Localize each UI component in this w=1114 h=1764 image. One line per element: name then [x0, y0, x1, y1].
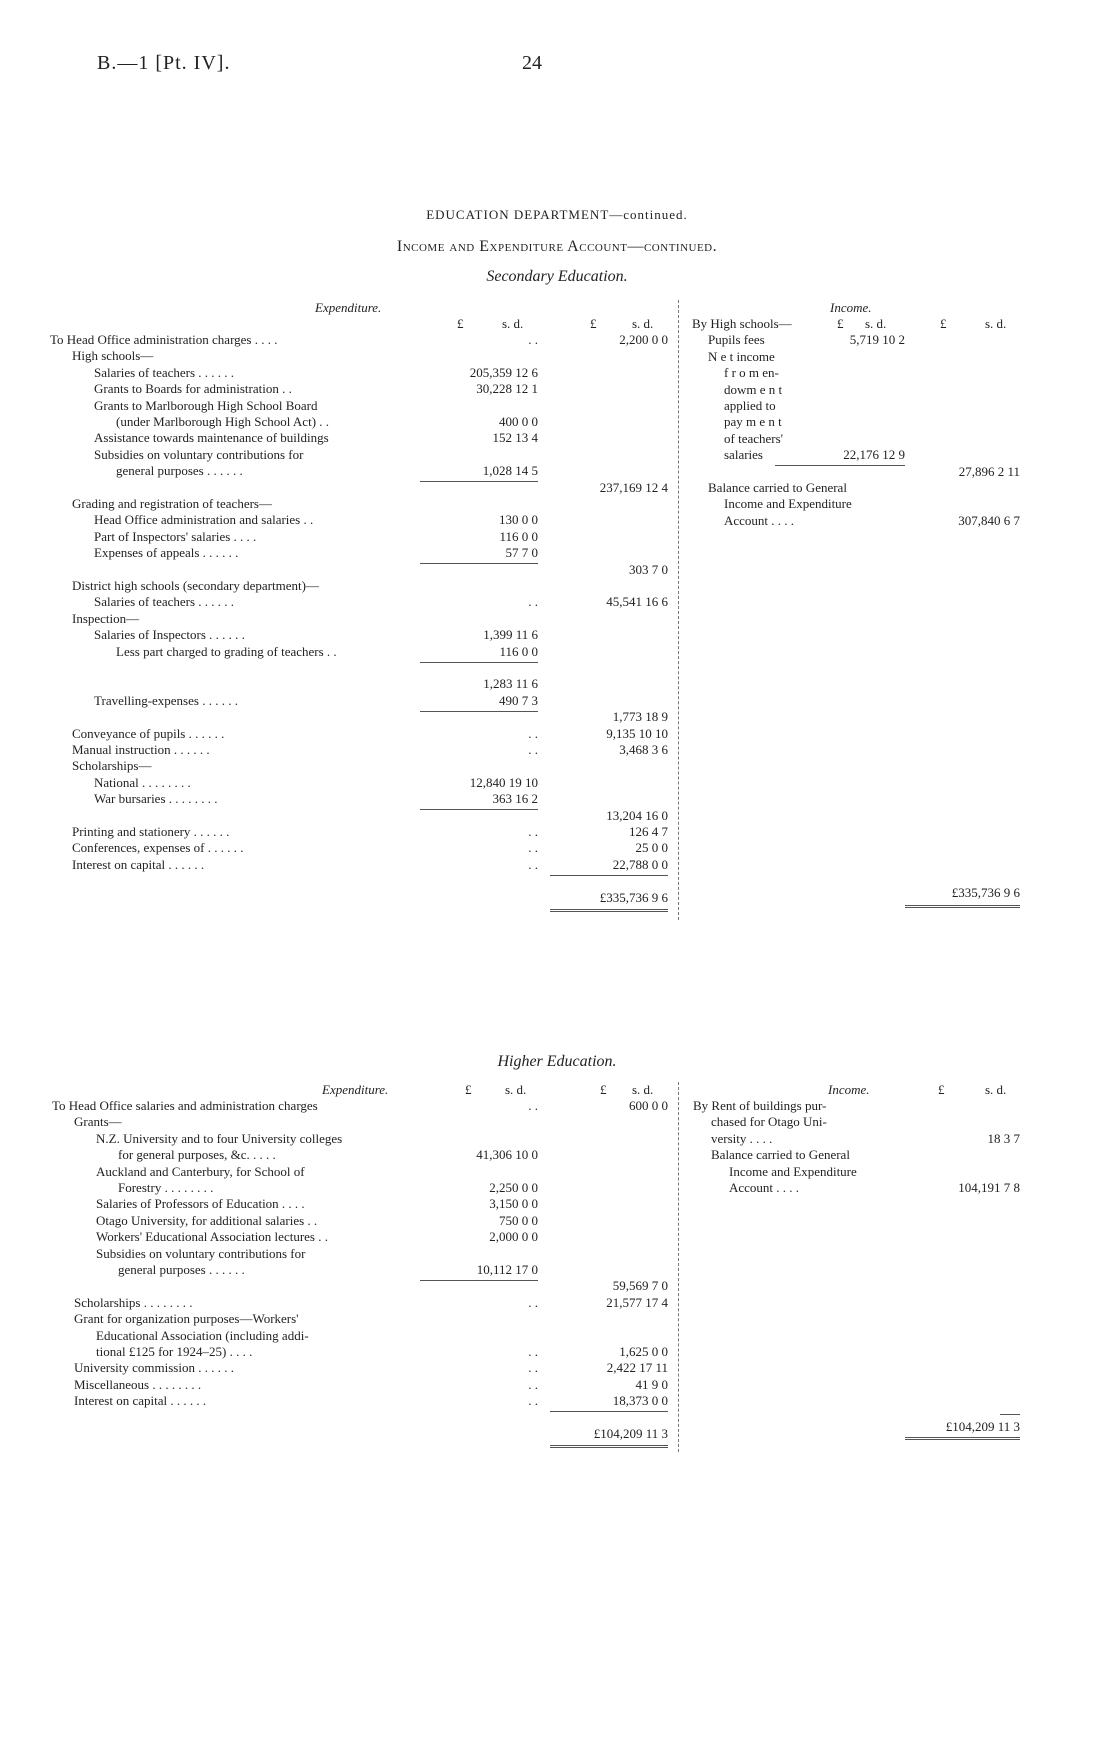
secondary-expenditure-row: [0, 709, 1114, 725]
higher-income-label: chased for Otago Uni-: [711, 1114, 827, 1130]
secondary-expenditure-c1-amount: 1,399 11 6: [483, 627, 538, 643]
income-heading: Income.: [830, 300, 872, 315]
higher-expenditure-c1-amount: . .: [528, 1344, 538, 1359]
higher-income-total-rule: [905, 1437, 1020, 1440]
secondary-expenditure-c1-amount: . .: [528, 725, 538, 741]
higher-expenditure-c1-amount: . .: [528, 1393, 538, 1409]
higher-expenditure-label: To Head Office salaries and administration charges: [52, 1098, 318, 1113]
secondary-expenditure-label: Expenses of appeals . . . . . .: [94, 545, 239, 561]
expenditure-heading: Expenditure.: [322, 1082, 389, 1097]
secondary-expenditure-row: [0, 726, 1114, 742]
secondary-expenditure-label: Grading and registration of teachers—: [72, 496, 272, 511]
secondary-expenditure-label: Salaries of Inspectors . . . . . .: [94, 627, 245, 643]
secondary-expenditure-c2-amount: 22,788 0 0: [612, 856, 668, 872]
higher-expenditure-c2-amount: £104,209 11 3: [593, 1426, 668, 1441]
page-number: 24: [522, 52, 542, 74]
secondary-income-c1-amount: 22,176 12 9: [843, 447, 905, 463]
secondary-expenditure-label: (under Marlborough High School Act) . .: [116, 414, 330, 429]
secondary-income-label: By High schools—: [692, 316, 792, 331]
secondary-expenditure-label: Printing and stationery . . . . . .: [72, 824, 230, 839]
higher-expenditure-label: Otago University, for additional salaries . .: [96, 1212, 318, 1228]
secondary-expenditure-c2-amount: 126 4 7: [629, 824, 668, 839]
secondary-expenditure-label: Grants to Boards for administration . .: [94, 381, 292, 397]
secondary-income-row: [0, 431, 1114, 447]
secondary-expenditure-label: general purposes . . . . . .: [116, 463, 243, 479]
secondary-expenditure-c2-amount: 13,204 16 0: [606, 807, 668, 823]
higher-expenditure-c1-amount: . .: [528, 1376, 538, 1392]
secondary-expenditure-c1-amount: 363 16 2: [492, 791, 538, 807]
ic1-pound-heading: £: [837, 316, 844, 331]
secondary-expenditure-label: Assistance towards maintenance of buildings: [94, 430, 329, 446]
secondary-expenditure-c1-amount: 152 13 4: [492, 430, 538, 446]
secondary-expenditure-row: [0, 676, 1114, 692]
c2-sd-heading: s. d.: [632, 1082, 654, 1097]
higher-expenditure-label: Auckland and Canterbury, for School of: [96, 1163, 305, 1179]
higher-expenditure-label: general purposes . . . . . .: [118, 1262, 245, 1277]
higher-expenditure-label: Miscellaneous . . . . . . . .: [74, 1376, 202, 1392]
higher-expenditure-c1-amount: 3,150 0 0: [489, 1196, 538, 1212]
ic2-sd-heading: s. d.: [985, 1082, 1007, 1097]
higher-expenditure-label: for general purposes, &c. . . . .: [118, 1147, 276, 1163]
higher-expenditure-row: [0, 1278, 1114, 1294]
higher-expenditure-label: Grants—: [74, 1114, 122, 1130]
secondary-income-total-rule: [905, 905, 1020, 908]
higher-expenditure-c1-amount: 10,112 17 0: [476, 1262, 538, 1277]
higher-expenditure-c2-amount: 600 0 0: [629, 1098, 668, 1113]
secondary-expenditure-c1-amount: . .: [528, 332, 538, 347]
higher-expenditure-row: [0, 1328, 1114, 1344]
higher-expenditure-c1-amount: . .: [528, 1360, 538, 1376]
secondary-expenditure-label: Part of Inspectors' salaries . . . .: [94, 528, 257, 544]
higher-expenditure-row: [0, 1344, 1114, 1360]
higher-expenditure-c1-amount: . .: [528, 1294, 538, 1310]
secondary-expenditure-c1-amount: 130 0 0: [499, 512, 538, 528]
secondary-expenditure-c1-amount: 400 0 0: [499, 414, 538, 429]
secondary-expenditure-label: Scholarships—: [72, 758, 152, 774]
c1-pound-heading: £: [465, 1082, 472, 1097]
higher-expenditure-c2-total-rule: [550, 1445, 668, 1448]
secondary-income-row: [0, 513, 1114, 529]
secondary-expenditure-label: District high schools (secondary department)—: [72, 578, 319, 593]
secondary-expenditure-c1-amount: 205,359 12 6: [469, 364, 538, 380]
secondary-income-label: Income and Expenditure: [724, 496, 852, 512]
higher-income-row: [0, 1180, 1114, 1196]
higher-expenditure-c1-amount: . .: [528, 1098, 538, 1113]
secondary-expenditure-c2-amount: 237,169 12 4: [599, 479, 668, 495]
ic2-pound-heading: £: [938, 1082, 945, 1097]
secondary-expenditure-row: [0, 840, 1114, 856]
secondary-expenditure-row: [0, 644, 1114, 660]
higher-income-row: [0, 1147, 1114, 1163]
higher-income-row: [0, 1131, 1114, 1147]
secondary-expenditure-c1-amount: . .: [528, 840, 538, 856]
secondary-income-row: [0, 447, 1114, 463]
secondary-expenditure-c2-amount: 303 7 0: [629, 561, 668, 577]
secondary-expenditure-c2-amount: 2,200 0 0: [619, 332, 668, 347]
c1-sd-heading: s. d.: [502, 316, 524, 331]
secondary-income-label: f r o m en-: [724, 365, 779, 381]
secondary-expenditure-row: [0, 594, 1114, 610]
higher-expenditure-c2-amount: 18,373 0 0: [612, 1393, 668, 1409]
secondary-income-label: salaries: [724, 447, 763, 463]
secondary-expenditure-row: [0, 627, 1114, 643]
secondary-income-label: dowm e n t: [724, 381, 783, 397]
page-reference: B.—1 [Pt. IV].: [97, 52, 231, 74]
higher-expenditure-c2-amount: 21,577 17 4: [606, 1294, 668, 1310]
secondary-expenditure-row: [0, 857, 1114, 873]
secondary-expenditure-c1-amount: 490 7 3: [499, 692, 538, 708]
higher-expenditure-c1-amount: 2,000 0 0: [489, 1229, 538, 1245]
secondary-expenditure-label: Salaries of teachers . . . . . .: [94, 594, 235, 610]
higher-education-title: Higher Education.: [497, 1053, 617, 1070]
higher-expenditure-label: Forestry . . . . . . . .: [118, 1180, 214, 1195]
secondary-expenditure-c1-amount: 12,840 19 10: [469, 774, 538, 790]
secondary-income-c2-amount: 27,896 2 11: [958, 463, 1020, 479]
secondary-income-total: £335,736 9 6: [951, 885, 1020, 900]
secondary-income-row: [0, 382, 1114, 398]
higher-expenditure-label: Grant for organization purposes—Workers': [74, 1311, 299, 1327]
secondary-expenditure-label: Grants to Marlborough High School Board: [94, 397, 318, 413]
higher-expenditure-row: [0, 1213, 1114, 1229]
secondary-expenditure-row: [0, 824, 1114, 840]
secondary-expenditure-label: Travelling-expenses . . . . . .: [94, 692, 238, 708]
higher-expenditure-row: [0, 1360, 1114, 1376]
secondary-expenditure-label: Conveyance of pupils . . . . . .: [72, 725, 225, 741]
secondary-education-table: [0, 300, 1114, 920]
ic2-pound-heading: £: [940, 316, 947, 331]
secondary-income-label: of teachers': [724, 430, 784, 446]
secondary-expenditure-row: [0, 693, 1114, 709]
secondary-income-label: applied to: [724, 398, 776, 413]
higher-income-c2-amount: 18 3 7: [987, 1130, 1020, 1146]
higher-income-row: [0, 1098, 1114, 1114]
income-heading: Income.: [828, 1082, 870, 1097]
secondary-income-row: [0, 316, 1114, 332]
higher-expenditure-c2-amount: 2,422 17 11: [606, 1360, 668, 1376]
account-title: Income and Expenditure Account—continued.: [396, 238, 718, 255]
secondary-education-title: Secondary Education.: [486, 268, 628, 285]
higher-expenditure-c2-amount: 1,625 0 0: [619, 1344, 668, 1359]
secondary-expenditure-row: [0, 545, 1114, 561]
higher-expenditure-label: Educational Association (including addi-: [96, 1327, 309, 1343]
secondary-expenditure-c1-amount: . .: [528, 824, 538, 839]
higher-income-label: By Rent of buildings pur-: [693, 1098, 827, 1113]
secondary-expenditure-label: High schools—: [72, 348, 154, 364]
higher-expenditure-c1-amount: 750 0 0: [499, 1212, 538, 1228]
secondary-expenditure-c1-amount: . .: [528, 594, 538, 610]
secondary-income-label: Account . . . .: [724, 512, 795, 528]
higher-expenditure-row: [0, 1229, 1114, 1245]
higher-expenditure-row: [0, 1311, 1114, 1327]
secondary-expenditure-label: Subsidies on voluntary contributions for: [94, 446, 304, 462]
higher-expenditure-label: Subsidies on voluntary contributions for: [96, 1245, 306, 1261]
secondary-expenditure-label: Conferences, expenses of . . . . . .: [72, 840, 244, 856]
secondary-expenditure-row: [0, 562, 1114, 578]
higher-income-row: [0, 1164, 1114, 1180]
secondary-expenditure-label: Head Office administration and salaries . .: [94, 512, 314, 528]
secondary-income-row: [0, 480, 1114, 496]
secondary-expenditure-row: [0, 808, 1114, 824]
secondary-expenditure-label: Less part charged to grading of teachers . .: [116, 643, 337, 659]
secondary-income-row: [0, 365, 1114, 381]
department-title: EDUCATION DEPARTMENT—continued.: [426, 207, 688, 222]
higher-expenditure-row: [0, 1262, 1114, 1278]
secondary-expenditure-row: [0, 660, 1114, 676]
secondary-income-c2-amount: 307,840 6 7: [958, 512, 1020, 528]
higher-expenditure-row: [0, 1393, 1114, 1409]
higher-income-label: Account . . . .: [729, 1180, 800, 1195]
higher-expenditure-label: tional £125 for 1924–25) . . . .: [96, 1344, 253, 1359]
higher-expenditure-label: Scholarships . . . . . . . .: [74, 1294, 193, 1310]
c2-pound-heading: £: [590, 316, 597, 331]
higher-expenditure-label: Salaries of Professors of Education . . . .: [96, 1196, 305, 1212]
secondary-income-row: [0, 332, 1114, 348]
higher-expenditure-row: [0, 1377, 1114, 1393]
secondary-expenditure-c2-amount: 3,468 3 6: [619, 742, 668, 757]
secondary-expenditure-row: [0, 775, 1114, 791]
higher-expenditure-c1-amount: 2,250 0 0: [489, 1180, 538, 1195]
higher-income-label: versity . . . .: [711, 1130, 773, 1146]
higher-expenditure-row: [0, 1246, 1114, 1262]
higher-income-label: Income and Expenditure: [729, 1163, 857, 1179]
secondary-income-label: Balance carried to General: [708, 480, 847, 495]
secondary-expenditure-c2-total-rule: [550, 909, 668, 912]
ic1-sd-heading: s. d.: [865, 316, 887, 331]
secondary-expenditure-row: [0, 611, 1114, 627]
secondary-expenditure-c1-amount: 116 0 0: [499, 528, 538, 544]
higher-expenditure-c1-amount: 41,306 10 0: [476, 1147, 538, 1163]
c1-sd-heading: s. d.: [505, 1082, 527, 1097]
higher-education-table: [0, 1082, 1114, 1452]
secondary-expenditure-label: Salaries of teachers . . . . . .: [94, 364, 235, 380]
higher-income-row: [0, 1114, 1114, 1130]
secondary-expenditure-row: [0, 578, 1114, 594]
secondary-expenditure-row: [0, 742, 1114, 758]
c1-pound-heading: £: [457, 316, 464, 331]
secondary-expenditure-label: To Head Office administration charges . . . .: [50, 332, 278, 347]
secondary-expenditure-c1-amount: 1,283 11 6: [483, 676, 538, 692]
secondary-expenditure-c2-amount: 45,541 16 6: [606, 594, 668, 610]
secondary-expenditure-row: [0, 758, 1114, 774]
secondary-income-label: pay m e n t: [724, 414, 782, 430]
c2-pound-heading: £: [600, 1082, 607, 1097]
higher-expenditure-label: Workers' Educational Association lectures . .: [96, 1229, 328, 1245]
higher-expenditure-c2-amount: 41 9 0: [635, 1376, 668, 1392]
secondary-income-c1-amount: 5,719 10 2: [849, 332, 905, 348]
secondary-expenditure-label: Interest on capital . . . . . .: [72, 856, 205, 872]
higher-expenditure-row: [0, 1295, 1114, 1311]
ic2-sd-heading: s. d.: [985, 316, 1007, 331]
higher-income-total: £104,209 11 3: [945, 1419, 1020, 1434]
secondary-expenditure-c2-amount: 1,773 18 9: [612, 709, 668, 725]
higher-expenditure-label: Interest on capital . . . . . .: [74, 1393, 207, 1409]
secondary-expenditure-row: [0, 529, 1114, 545]
higher-income-label: Balance carried to General: [711, 1147, 850, 1163]
secondary-income-row: [0, 349, 1114, 365]
c2-sd-heading: s. d.: [632, 316, 654, 331]
secondary-expenditure-c2-amount: £335,736 9 6: [599, 889, 668, 905]
higher-expenditure-row: [0, 1196, 1114, 1212]
secondary-expenditure-c2-amount: 9,135 10 10: [606, 725, 668, 741]
secondary-income-row: [0, 414, 1114, 430]
higher-expenditure-label: N.Z. University and to four University colleges: [96, 1130, 343, 1146]
secondary-expenditure-label: Inspection—: [72, 610, 140, 626]
expenditure-heading: Expenditure.: [315, 300, 382, 315]
secondary-expenditure-row: [0, 791, 1114, 807]
higher-income-pre-total-rule: [1000, 1414, 1020, 1415]
secondary-expenditure-c1-amount: . .: [528, 742, 538, 757]
secondary-income-label: Pupils fees: [708, 332, 765, 348]
secondary-expenditure-c1-amount: 30,228 12 1: [476, 381, 538, 397]
higher-expenditure-label: University commission . . . . . .: [74, 1360, 234, 1376]
secondary-income-label: N e t income: [708, 348, 775, 364]
secondary-expenditure-c1-amount: 57 7 0: [505, 545, 538, 561]
secondary-expenditure-label: National . . . . . . . .: [94, 774, 191, 790]
secondary-expenditure-c1-amount: 1,028 14 5: [482, 463, 538, 479]
secondary-expenditure-label: Manual instruction . . . . . .: [72, 742, 210, 757]
higher-income-c2-amount: 104,191 7 8: [958, 1180, 1020, 1195]
secondary-expenditure-c2-amount: 25 0 0: [635, 840, 668, 856]
secondary-income-row: [0, 464, 1114, 480]
secondary-expenditure-c1-amount: . .: [528, 856, 538, 872]
secondary-income-row: [0, 496, 1114, 512]
secondary-income-row: [0, 398, 1114, 414]
secondary-expenditure-label: War bursaries . . . . . . . .: [94, 791, 218, 807]
secondary-expenditure-c1-amount: 116 0 0: [499, 643, 538, 659]
higher-expenditure-c2-amount: 59,569 7 0: [612, 1278, 668, 1294]
